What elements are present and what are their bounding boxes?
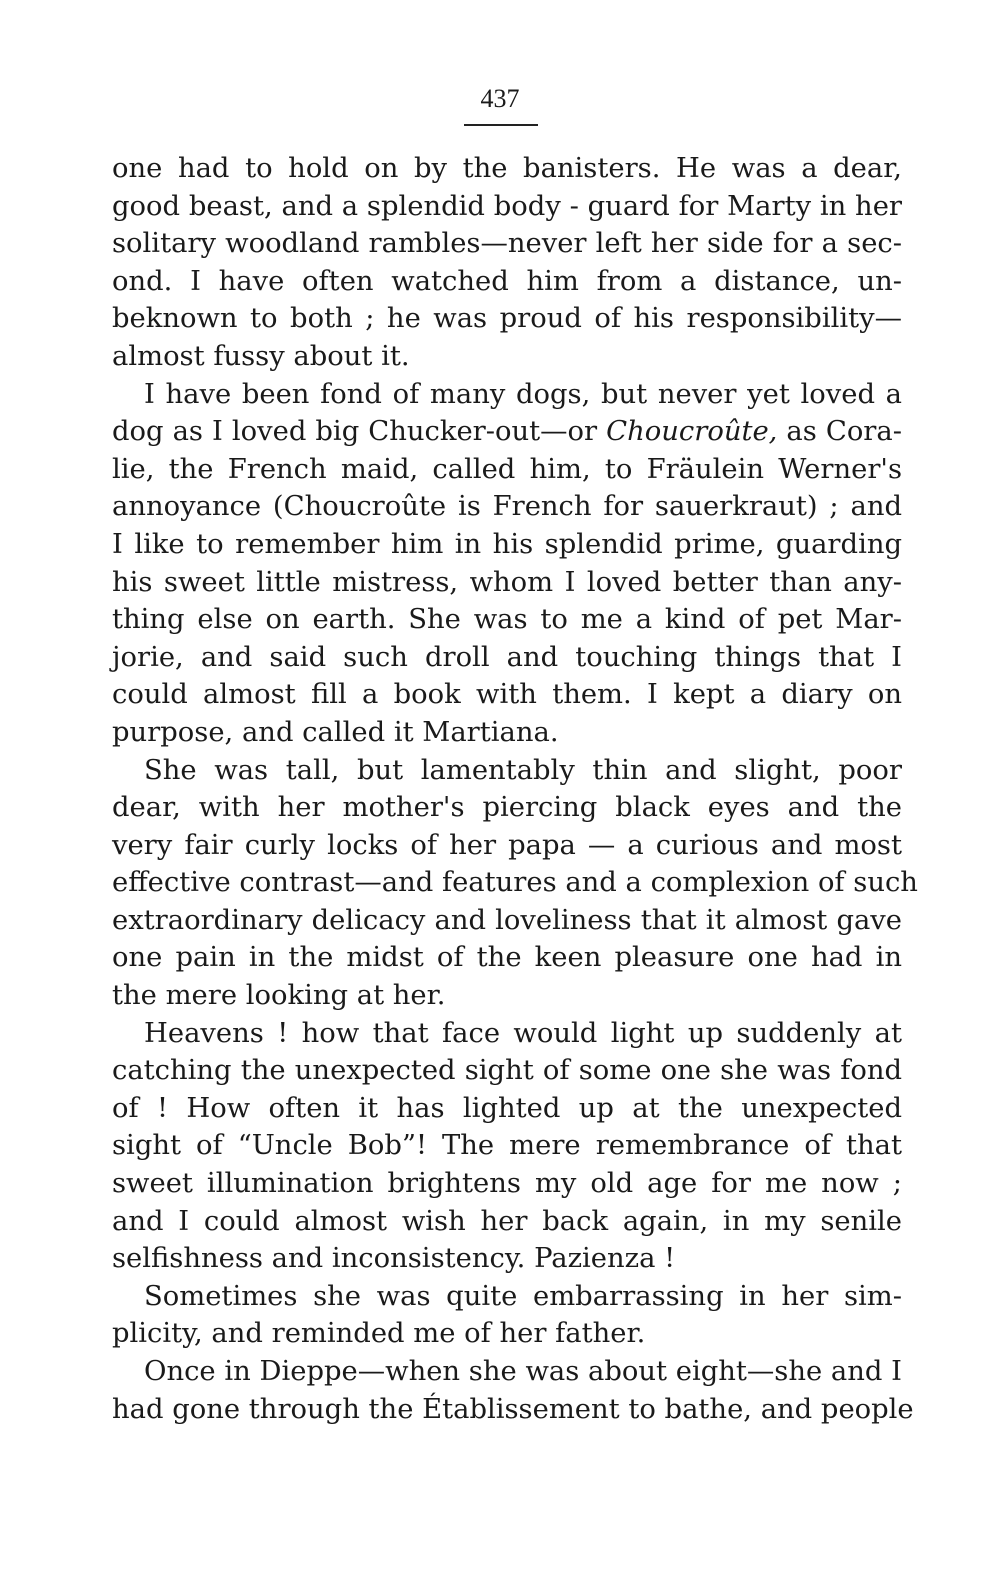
text-line: one had to hold on by the banisters. He was a dear, <box>112 153 902 184</box>
text-line: jorie, and said such droll and touching things that I <box>112 641 902 673</box>
text-line: almost fussy about it. <box>112 340 410 372</box>
text-line: selfishness and inconsistency. Pazienza ! <box>112 1243 676 1275</box>
text-line: plicity, and reminded me of her father. <box>112 1318 646 1350</box>
text-line: lie, the French maid, called him, to Fräulein Werner's <box>112 453 902 485</box>
text-line: one pain in the midst of the keen pleasure one had in <box>112 942 902 974</box>
text-segment: as Cora- <box>777 416 902 448</box>
text-line: I like to remember him in his splendid prime, guarding <box>112 528 902 560</box>
text-segment: dog as I loved big Chucker-out—or <box>112 416 607 448</box>
text-line: sweet illumination brightens my old age for me now ; <box>112 1168 902 1200</box>
text-line: his sweet little mistress, whom I loved better than any- <box>112 566 902 598</box>
text-line: good beast, and a splendid body - guard for Marty in her <box>112 190 902 222</box>
text-line: She was tall, but lamentably thin and slight, poor <box>144 754 902 786</box>
paragraph-1 <box>112 150 902 376</box>
text-line: annoyance (Choucroûte is French for sauerkraut) ; and <box>112 491 902 523</box>
text-line: had gone through the Établissement to bathe, and people <box>112 1393 914 1425</box>
text-line: Heavens ! how that face would light up suddenly at <box>144 1017 902 1049</box>
text-line: extraordinary delicacy and loveliness that it almost gave <box>112 904 902 936</box>
body-text <box>112 150 918 1428</box>
text-line: ond. I have often watched him from a distance, un- <box>112 265 902 297</box>
text-line: solitary woodland rambles—never left her side for a sec- <box>112 228 902 260</box>
text-line: of ! How often it has lighted up at the unexpected <box>112 1092 902 1124</box>
text-line: Sometimes she was quite embarrassing in her sim- <box>144 1280 902 1312</box>
text-line: I have been fond of many dogs, but never yet loved a <box>144 378 902 410</box>
paragraph-3 <box>112 752 918 1015</box>
text-line: catching the unexpected sight of some one she was fond <box>112 1055 902 1087</box>
text-line-with-italic <box>112 413 902 451</box>
header-rule <box>464 124 538 126</box>
text-line: sight of “Uncle Bob”! The mere remembrance of that <box>112 1130 902 1162</box>
paragraph-6 <box>112 1353 914 1428</box>
paragraph-2 <box>112 376 902 752</box>
paragraph-4 <box>112 1015 902 1278</box>
text-line: Once in Dieppe—when she was about eight—she and I <box>144 1356 902 1387</box>
text-line: and I could almost wish her back again, in my senile <box>112 1205 902 1237</box>
text-line: beknown to both ; he was proud of his responsibility— <box>112 303 902 335</box>
italic-word: Choucroûte, <box>606 416 778 448</box>
text-line: purpose, and called it Martiana. <box>112 716 559 748</box>
text-line: thing else on earth. She was to me a kind of pet Mar- <box>112 604 902 636</box>
text-line: effective contrast—and features and a complexion of such <box>112 867 918 899</box>
paragraph-5 <box>112 1278 902 1353</box>
text-line: could almost fill a book with them. I kept a diary on <box>112 679 902 711</box>
text-line: dear, with her mother's piercing black eyes and the <box>112 792 902 824</box>
text-line: the mere looking at her. <box>112 980 446 1012</box>
text-line: very fair curly locks of her papa — a curious and most <box>112 829 902 861</box>
page-number: 437 <box>480 84 520 113</box>
